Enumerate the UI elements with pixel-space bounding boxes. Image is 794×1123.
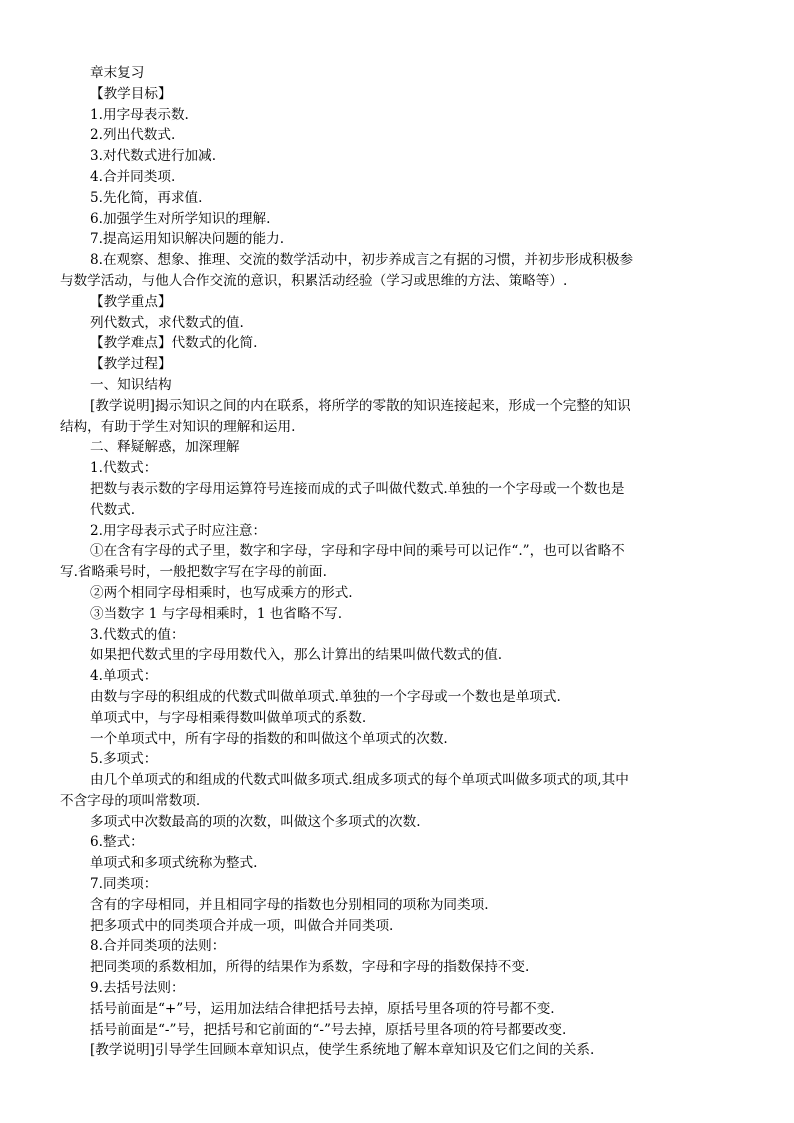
goal-item: 5.先化简，再求值. bbox=[90, 189, 203, 206]
item-heading: 8.合并同类项的法则： bbox=[90, 938, 226, 955]
teaching-note: [教学说明]引导学生回顾本章知识点，使学生系统地了解本章知识及它们之间的关系. bbox=[90, 1042, 595, 1059]
item-heading: 4.单项式： bbox=[90, 668, 158, 685]
section-heading: 二、释疑解惑，加深理解 bbox=[90, 439, 240, 456]
item-text: 由数与字母的积组成的代数式叫做单项式.单独的一个字母或一个数也是单项式. bbox=[90, 688, 561, 705]
section-heading: 一、知识结构 bbox=[90, 376, 172, 393]
goal-item: 1.用字母表示数. bbox=[90, 106, 189, 123]
key-heading: 【教学重点】 bbox=[90, 293, 172, 310]
item-text: 把多项式中的同类项合并成一项，叫做合并同类项. bbox=[90, 917, 394, 934]
item-heading: 2.用字母表示式子时应注意： bbox=[90, 522, 267, 539]
item-text-continued: 写.省略乘号时，一般把数字写在字母的前面. bbox=[60, 564, 327, 581]
item-text-continued: 不含字母的项叫常数项. bbox=[60, 792, 201, 809]
goal-item: 7.提高运用知识解决问题的能力. bbox=[90, 231, 285, 248]
goal-item: 6.加强学生对所学知识的理解. bbox=[90, 210, 271, 227]
item-heading: 5.多项式： bbox=[90, 751, 158, 768]
key-text: 列代数式，求代数式的值. bbox=[90, 314, 244, 331]
item-text: 把数与表示数的字母用运算符号连接而成的式子叫做代数式.单独的一个字母或一个数也是 bbox=[90, 480, 625, 497]
goal-item: 3.对代数式进行加减. bbox=[90, 148, 217, 165]
item-text: 由几个单项式的和组成的代数式叫做多项式.组成多项式的每个单项式叫做多项式的项,其中 bbox=[90, 772, 629, 789]
goal-item: 2.列出代数式. bbox=[90, 127, 176, 144]
item-text: ①在含有字母的式子里，数字和字母，字母和字母中间的乘号可以记作“.”，也可以省略不 bbox=[90, 543, 625, 560]
document-body bbox=[60, 63, 734, 1061]
goal-item-continued: 与数学活动，与他人合作交流的意识，积累活动经验（学习或思维的方法、策略等）. bbox=[60, 272, 568, 289]
item-heading: 3.代数式的值： bbox=[90, 626, 185, 643]
doc-title: 章末复习 bbox=[90, 65, 145, 81]
item-text: 单项式中，与字母相乘得数叫做单项式的系数. bbox=[90, 709, 367, 726]
difficulty-line: 【教学难点】代数式的化简. bbox=[90, 335, 258, 352]
item-text: 括号前面是“+”号，运用加法结合律把括号去掉，原括号里各项的符号都不变. bbox=[90, 1000, 555, 1017]
goals-heading: 【教学目标】 bbox=[90, 85, 172, 102]
item-heading: 1.代数式： bbox=[90, 460, 158, 477]
teaching-note: [教学说明]揭示知识之间的内在联系，将所学的零散的知识连接起来，形成一个完整的知识 bbox=[90, 397, 631, 414]
item-text-continued: 代数式. bbox=[90, 501, 136, 518]
item-text: 如果把代数式里的字母用数代入，那么计算出的结果叫做代数式的值. bbox=[90, 647, 503, 664]
item-heading: 9.去括号法则： bbox=[90, 980, 185, 997]
item-text: 多项式中次数最高的项的次数，叫做这个多项式的次数. bbox=[90, 813, 421, 830]
process-heading: 【教学过程】 bbox=[90, 356, 172, 373]
item-text: ②两个相同字母相乘时，也写成乘方的形式. bbox=[90, 584, 353, 601]
item-text: 单项式和多项式统称为整式. bbox=[90, 855, 258, 872]
item-text: 一个单项式中，所有字母的指数的和叫做这个单项式的次数. bbox=[90, 730, 448, 747]
teaching-note-continued: 结构，有助于学生对知识的理解和运用. bbox=[60, 418, 296, 435]
goal-item: 8.在观察、想象、推理、交流的数学活动中，初步养成言之有据的习惯，并初步形成积极参 bbox=[90, 252, 634, 269]
item-text: 含有的字母相同，并且相同字母的指数也分别相同的项称为同类项. bbox=[90, 896, 489, 913]
item-text: 括号前面是“-”号，把括号和它前面的“-”号去掉，原括号里各项的符号都要改变. bbox=[90, 1021, 567, 1038]
item-text: ③当数字 1 与字母相乘时，1 也省略不写. bbox=[90, 605, 343, 622]
item-text: 把同类项的系数相加，所得的结果作为系数，字母和字母的指数保持不变. bbox=[90, 959, 530, 976]
item-heading: 7.同类项： bbox=[90, 876, 158, 893]
item-heading: 6.整式： bbox=[90, 834, 144, 851]
goal-item: 4.合并同类项. bbox=[90, 168, 176, 185]
